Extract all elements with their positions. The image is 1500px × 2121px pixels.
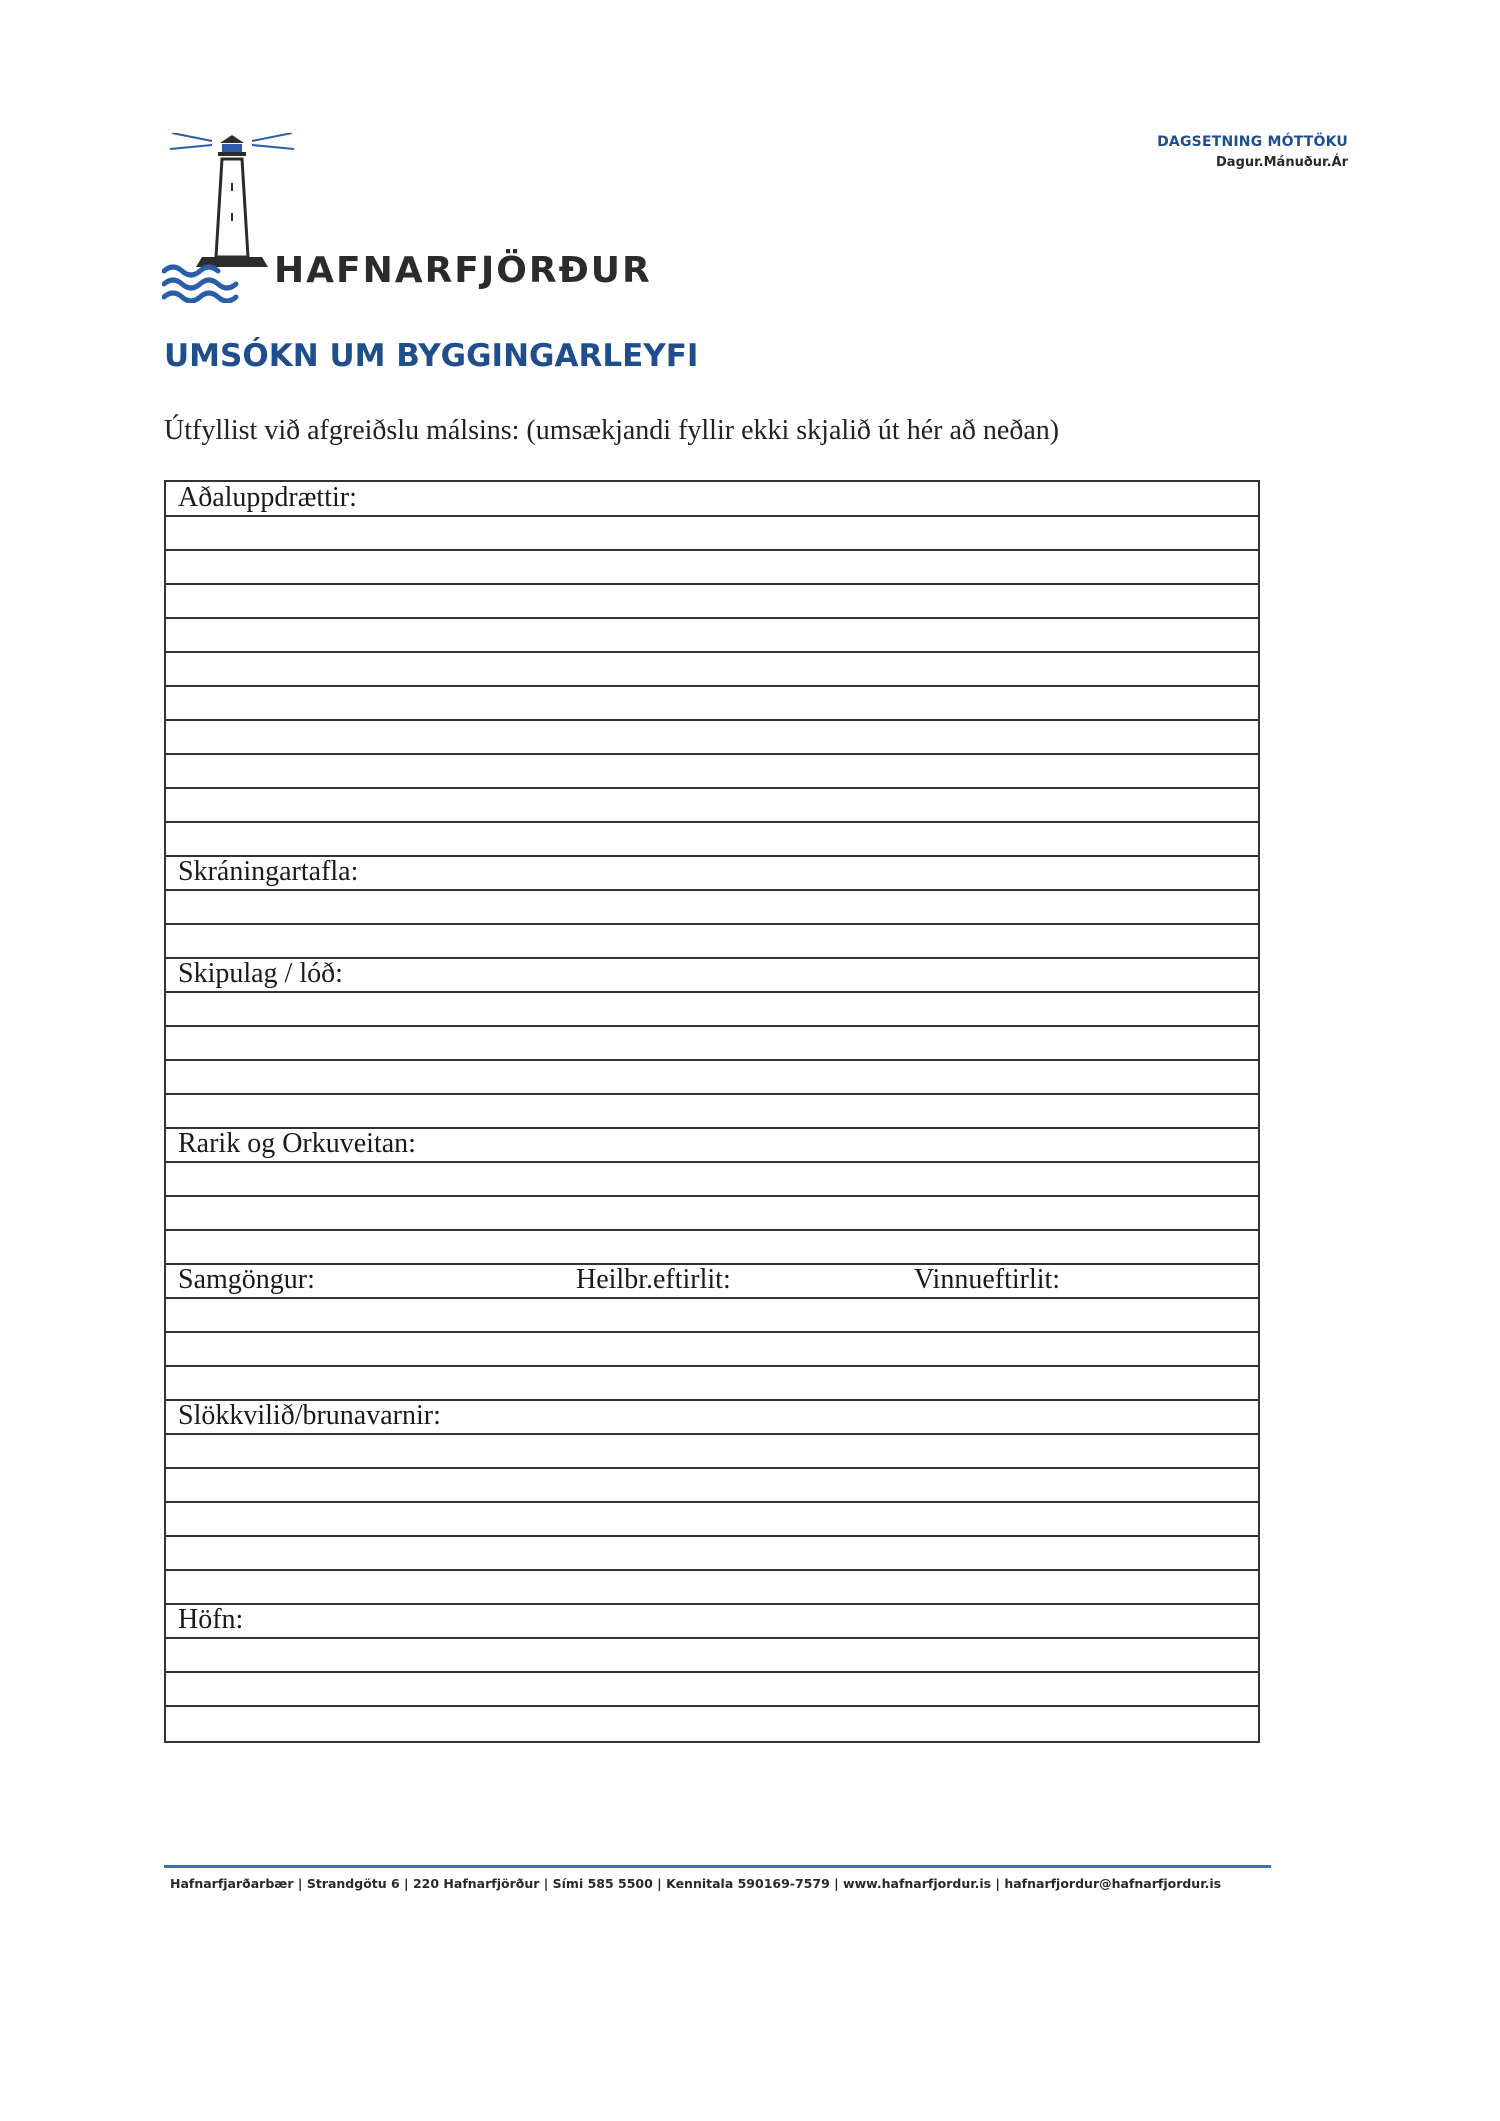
form-line [166,923,1258,925]
form-line [166,583,1258,585]
date-received-label: DAGSETNING MÓTTÖKU [1157,134,1348,150]
section-label-occupational-safety: Vinnueftirlit: [914,1264,1061,1295]
form-line [166,617,1258,619]
form-line [166,1603,1258,1605]
form-line [166,549,1258,551]
form-line [166,515,1258,517]
instruction-text: Útfyllist við afgreiðslu málsins: (umsækjandi fyllir ekki skjalið út hér að neðan) [164,415,1060,446]
form-line [166,1229,1258,1231]
page-title: UMSÓKN UM BYGGINGARLEYFI [164,338,699,374]
form-line [166,787,1258,789]
section-label-harbour: Höfn: [178,1604,244,1635]
section-label-rarik-orkuveitan: Rarik og Orkuveitan: [178,1128,416,1159]
form-line [166,1433,1258,1435]
form-line [166,1671,1258,1673]
form-line [166,1365,1258,1367]
section-label-planning-lot: Skipulag / lóð: [178,958,343,989]
section-label-health-inspection: Heilbr.eftirlit: [576,1264,731,1295]
form-line [166,1331,1258,1333]
form-line [166,651,1258,653]
form-line [166,1093,1258,1095]
form-line [166,889,1258,891]
form-line [166,1161,1258,1163]
form-line [166,753,1258,755]
form-line [166,685,1258,687]
form-line [166,1467,1258,1469]
section-label-fire-department: Slökkvilið/brunavarnir: [178,1400,441,1431]
form-line [166,1059,1258,1061]
form-line [166,1025,1258,1027]
form-line [166,991,1258,993]
form-line [166,1705,1258,1707]
form-line [166,1535,1258,1537]
footer-contact: Hafnarfjarðarbær | Strandgötu 6 | 220 Hafnarfjörður | Sími 585 5500 | Kennitala 590169-7579 | www.hafnarfjordur.is | hafnarfjordur@hafnarfjordur.is [170,1876,1222,1891]
form-line [166,1569,1258,1571]
review-form [164,480,1260,1743]
form-line [166,1297,1258,1299]
date-received-block [1157,134,1348,170]
brand-name: HAFNARFJÖRÐUR [274,250,652,291]
section-label-registration-table: Skráningartafla: [178,856,359,887]
section-label-main-drawings: Aðaluppdrættir: [178,482,357,513]
footer-rule [164,1865,1271,1868]
section-label-transport: Samgöngur: [178,1264,315,1295]
form-line [166,1501,1258,1503]
form-line [166,1195,1258,1197]
date-format-hint: Dagur.Mánuður.Ár [1216,155,1348,170]
form-line [166,719,1258,721]
form-line [166,821,1258,823]
form-line [166,1637,1258,1639]
